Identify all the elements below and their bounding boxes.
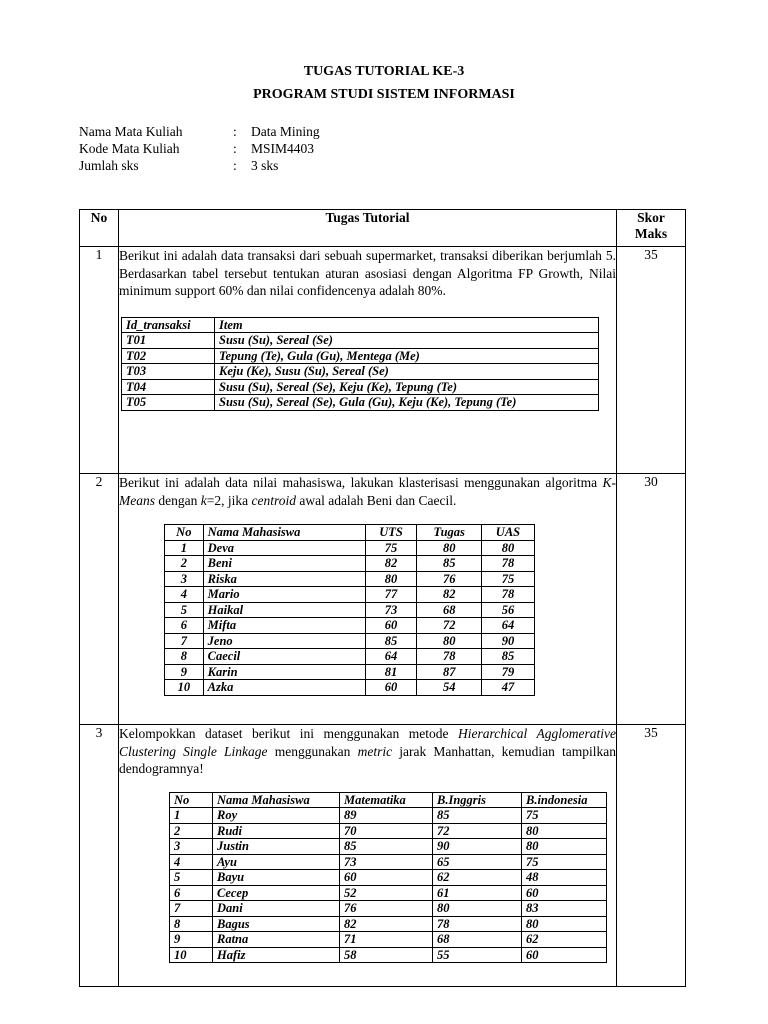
table-row — [165, 649, 535, 665]
table-cell: 64 — [481, 618, 534, 634]
column-header: Nama Mahasiswa — [203, 525, 365, 541]
table-cell: Cecep — [213, 885, 340, 901]
table-cell: Susu (Su), Sereal (Se), Gula (Gu), Keju (Ke), Tepung (Te) — [215, 395, 599, 411]
table-cell: 68 — [433, 932, 522, 948]
table-cell: 87 — [417, 664, 481, 680]
desc-part: Berikut ini adalah data nilai mahasiswa, lakukan klasterisasi menggunakan algoritma — [119, 475, 603, 490]
table-cell: T05 — [122, 395, 215, 411]
table-cell: 61 — [433, 885, 522, 901]
table-header-row — [122, 317, 599, 333]
table-cell: 1 — [170, 808, 213, 824]
table-cell: 47 — [481, 680, 534, 696]
table-cell: 71 — [340, 932, 433, 948]
task-description — [119, 474, 616, 509]
table-cell: Ayu — [213, 854, 340, 870]
table-cell: 70 — [340, 823, 433, 839]
tasks-header-row — [80, 210, 686, 247]
table-cell: 9 — [170, 932, 213, 948]
table-cell: 54 — [417, 680, 481, 696]
table-cell: 3 — [165, 571, 204, 587]
table-cell: Susu (Su), Sereal (Se), Keju (Ke), Tepung (Te) — [215, 379, 599, 395]
table-cell: Riska — [203, 571, 365, 587]
table-cell: 8 — [165, 649, 204, 665]
table-cell: Deva — [203, 540, 365, 556]
table-cell: 75 — [481, 571, 534, 587]
column-header: Id_transaksi — [122, 317, 215, 333]
table-cell: 60 — [365, 680, 417, 696]
table-row — [122, 395, 599, 411]
column-header: UTS — [365, 525, 417, 541]
table-cell: Azka — [203, 680, 365, 696]
transactions-table — [121, 317, 599, 411]
table-cell: Roy — [213, 808, 340, 824]
task-score: 35 — [617, 247, 686, 474]
task-row — [80, 474, 686, 725]
desc-part: jarak Manhattan, kemudian tampilkan dendogramnya! — [119, 743, 616, 776]
table-cell: 65 — [433, 854, 522, 870]
table-row — [122, 364, 599, 380]
table-cell: 80 — [365, 571, 417, 587]
task-content — [119, 247, 617, 474]
table-row — [165, 664, 535, 680]
table-cell: 75 — [522, 808, 607, 824]
table-cell: 10 — [170, 947, 213, 963]
desc-hac: Hierarchical Agglomerative Clustering Single Linkage — [119, 726, 616, 759]
table-cell: Hafiz — [213, 947, 340, 963]
table-row — [170, 854, 607, 870]
table-cell: 68 — [417, 602, 481, 618]
document-title: TUGAS TUTORIAL KE-3 — [303, 64, 465, 79]
table-cell: 85 — [433, 808, 522, 824]
table-row — [165, 571, 535, 587]
task-content — [119, 725, 617, 987]
table-cell: 56 — [481, 602, 534, 618]
table-header-row — [170, 792, 607, 808]
desc-metric: metric — [357, 743, 393, 759]
column-header: B.indonesia — [522, 792, 607, 808]
table-cell: 89 — [340, 808, 433, 824]
table-cell: 72 — [417, 618, 481, 634]
header-score-line2: Maks — [634, 226, 668, 241]
header-no: No — [80, 210, 119, 247]
table-row — [170, 823, 607, 839]
table-cell: T04 — [122, 379, 215, 395]
course-code-value: MSIM4403 — [251, 141, 315, 156]
table-cell: 9 — [165, 664, 204, 680]
table-cell: 78 — [417, 649, 481, 665]
program-title: PROGRAM STUDI SISTEM INFORMASI — [253, 87, 515, 102]
table-cell: 60 — [522, 885, 607, 901]
table-cell: 8 — [170, 916, 213, 932]
table-cell: Jeno — [203, 633, 365, 649]
table-cell: Bayu — [213, 870, 340, 886]
table-cell: 80 — [417, 633, 481, 649]
desc-part: menggunakan — [267, 743, 358, 759]
table-row — [165, 680, 535, 696]
header-score — [617, 210, 686, 247]
table-row — [122, 333, 599, 349]
table-cell: 80 — [417, 540, 481, 556]
table-cell: Mifta — [203, 618, 365, 634]
table-cell: 3 — [170, 839, 213, 855]
table-row — [170, 916, 607, 932]
table-cell: 4 — [165, 587, 204, 603]
table-cell: 2 — [170, 823, 213, 839]
task-score: 35 — [617, 725, 686, 987]
transactions-table-body — [122, 317, 599, 410]
table-cell: 52 — [340, 885, 433, 901]
table-cell: 90 — [433, 839, 522, 855]
table-row — [170, 839, 607, 855]
header-score-line1: Skor — [637, 210, 665, 225]
table-cell: 85 — [417, 556, 481, 572]
table-cell: 80 — [522, 916, 607, 932]
table-cell: Beni — [203, 556, 365, 572]
table-cell: 6 — [170, 885, 213, 901]
table-cell: Rudi — [213, 823, 340, 839]
table-cell: T03 — [122, 364, 215, 380]
task-number: 1 — [80, 247, 119, 474]
table-row — [170, 870, 607, 886]
table-row — [165, 618, 535, 634]
desc-kmeans: K-Means — [119, 475, 616, 508]
task-description: Berikut ini adalah data transaksi dari sebuah supermarket, transaksi diberikan berjumlah 5. Berdasarkan tabel tersebut tentukan aturan asosiasi dengan Algoritma FP Growth, Nilai minimum support 60% dan nilai confidencenya adalah 80%. — [119, 248, 616, 298]
course-info — [79, 123, 320, 174]
clustering-dataset-table — [169, 792, 607, 964]
table-cell: 85 — [365, 633, 417, 649]
table-cell: Ratna — [213, 932, 340, 948]
table-row — [170, 932, 607, 948]
table-row — [122, 348, 599, 364]
table-cell: Karin — [203, 664, 365, 680]
table-cell: 80 — [433, 901, 522, 917]
table-cell: 75 — [522, 854, 607, 870]
table-cell: 5 — [170, 870, 213, 886]
desc-part: Kelompokkan dataset berikut ini menggunakan metode — [119, 726, 459, 741]
table-row — [165, 587, 535, 603]
table-cell: 73 — [365, 602, 417, 618]
table-cell: 78 — [481, 587, 534, 603]
table-cell: 60 — [340, 870, 433, 886]
column-header: No — [165, 525, 204, 541]
table-cell: 62 — [522, 932, 607, 948]
table-cell: 80 — [522, 823, 607, 839]
column-header: B.Inggris — [433, 792, 522, 808]
column-header: UAS — [481, 525, 534, 541]
table-cell: 2 — [165, 556, 204, 572]
table-cell: T02 — [122, 348, 215, 364]
course-name-sep: : — [233, 124, 237, 139]
header-task: Tugas Tutorial — [119, 210, 617, 247]
course-name-label: Nama Mata Kuliah — [79, 124, 183, 139]
table-row — [170, 947, 607, 963]
table-cell: Caecil — [203, 649, 365, 665]
table-row — [165, 556, 535, 572]
table-cell: Justin — [213, 839, 340, 855]
tasks-table — [79, 209, 686, 987]
task-row — [80, 725, 686, 987]
table-cell: Dani — [213, 901, 340, 917]
task-content — [119, 474, 617, 725]
course-name-row — [79, 123, 320, 140]
table-cell: 80 — [481, 540, 534, 556]
table-cell: 48 — [522, 870, 607, 886]
table-cell: 82 — [417, 587, 481, 603]
table-cell: 80 — [522, 839, 607, 855]
desc-part: =2, jika — [206, 492, 252, 508]
table-cell: 79 — [481, 664, 534, 680]
course-code-sep: : — [233, 141, 237, 156]
student-scores-table-body — [165, 525, 535, 696]
column-header: No — [170, 792, 213, 808]
table-cell: Bagus — [213, 916, 340, 932]
desc-centroid: centroid — [251, 492, 296, 508]
table-row — [165, 633, 535, 649]
task-row — [80, 247, 686, 474]
table-cell: 76 — [340, 901, 433, 917]
table-row — [170, 808, 607, 824]
table-cell: 60 — [522, 947, 607, 963]
course-code-row — [79, 140, 320, 157]
table-cell: 90 — [481, 633, 534, 649]
table-row — [165, 602, 535, 618]
table-cell: 85 — [481, 649, 534, 665]
column-header: Matematika — [340, 792, 433, 808]
table-row — [165, 540, 535, 556]
table-cell: 7 — [170, 901, 213, 917]
table-cell: 58 — [340, 947, 433, 963]
task-description — [119, 725, 616, 778]
table-cell: 73 — [340, 854, 433, 870]
credits-value: 3 sks — [251, 158, 279, 173]
table-header-row — [165, 525, 535, 541]
table-cell: Keju (Ke), Susu (Su), Sereal (Se) — [215, 364, 599, 380]
table-row — [122, 379, 599, 395]
task-number: 2 — [80, 474, 119, 725]
desc-part: dengan — [155, 492, 201, 508]
table-cell: 64 — [365, 649, 417, 665]
table-cell: 83 — [522, 901, 607, 917]
course-name-value: Data Mining — [251, 124, 320, 139]
table-cell: 7 — [165, 633, 204, 649]
credits-row — [79, 157, 320, 174]
column-header: Item — [215, 317, 599, 333]
student-scores-table — [164, 524, 535, 696]
table-cell: 60 — [365, 618, 417, 634]
table-cell: 81 — [365, 664, 417, 680]
table-cell: Tepung (Te), Gula (Gu), Mentega (Me) — [215, 348, 599, 364]
credits-label: Jumlah sks — [79, 158, 139, 173]
table-cell: 85 — [340, 839, 433, 855]
column-header: Nama Mahasiswa — [213, 792, 340, 808]
table-cell: 75 — [365, 540, 417, 556]
table-row — [170, 901, 607, 917]
desc-part: awal adalah Beni dan Caecil. — [295, 492, 457, 508]
table-cell: 55 — [433, 947, 522, 963]
table-cell: 82 — [340, 916, 433, 932]
column-header: Tugas — [417, 525, 481, 541]
table-cell: 5 — [165, 602, 204, 618]
table-cell: 72 — [433, 823, 522, 839]
table-cell: 1 — [165, 540, 204, 556]
credits-sep: : — [233, 158, 237, 173]
table-cell: 62 — [433, 870, 522, 886]
table-row — [170, 885, 607, 901]
table-cell: T01 — [122, 333, 215, 349]
table-cell: 6 — [165, 618, 204, 634]
table-cell: 4 — [170, 854, 213, 870]
table-cell: 77 — [365, 587, 417, 603]
table-cell: 78 — [481, 556, 534, 572]
table-cell: 76 — [417, 571, 481, 587]
desc-k: k — [200, 492, 207, 508]
table-cell: 82 — [365, 556, 417, 572]
table-cell: 78 — [433, 916, 522, 932]
clustering-dataset-table-body — [170, 792, 607, 963]
table-cell: 10 — [165, 680, 204, 696]
task-score: 30 — [617, 474, 686, 725]
table-cell: Haikal — [203, 602, 365, 618]
course-code-label: Kode Mata Kuliah — [79, 141, 180, 156]
table-cell: Mario — [203, 587, 365, 603]
table-cell: Susu (Su), Sereal (Se) — [215, 333, 599, 349]
task-number: 3 — [80, 725, 119, 987]
